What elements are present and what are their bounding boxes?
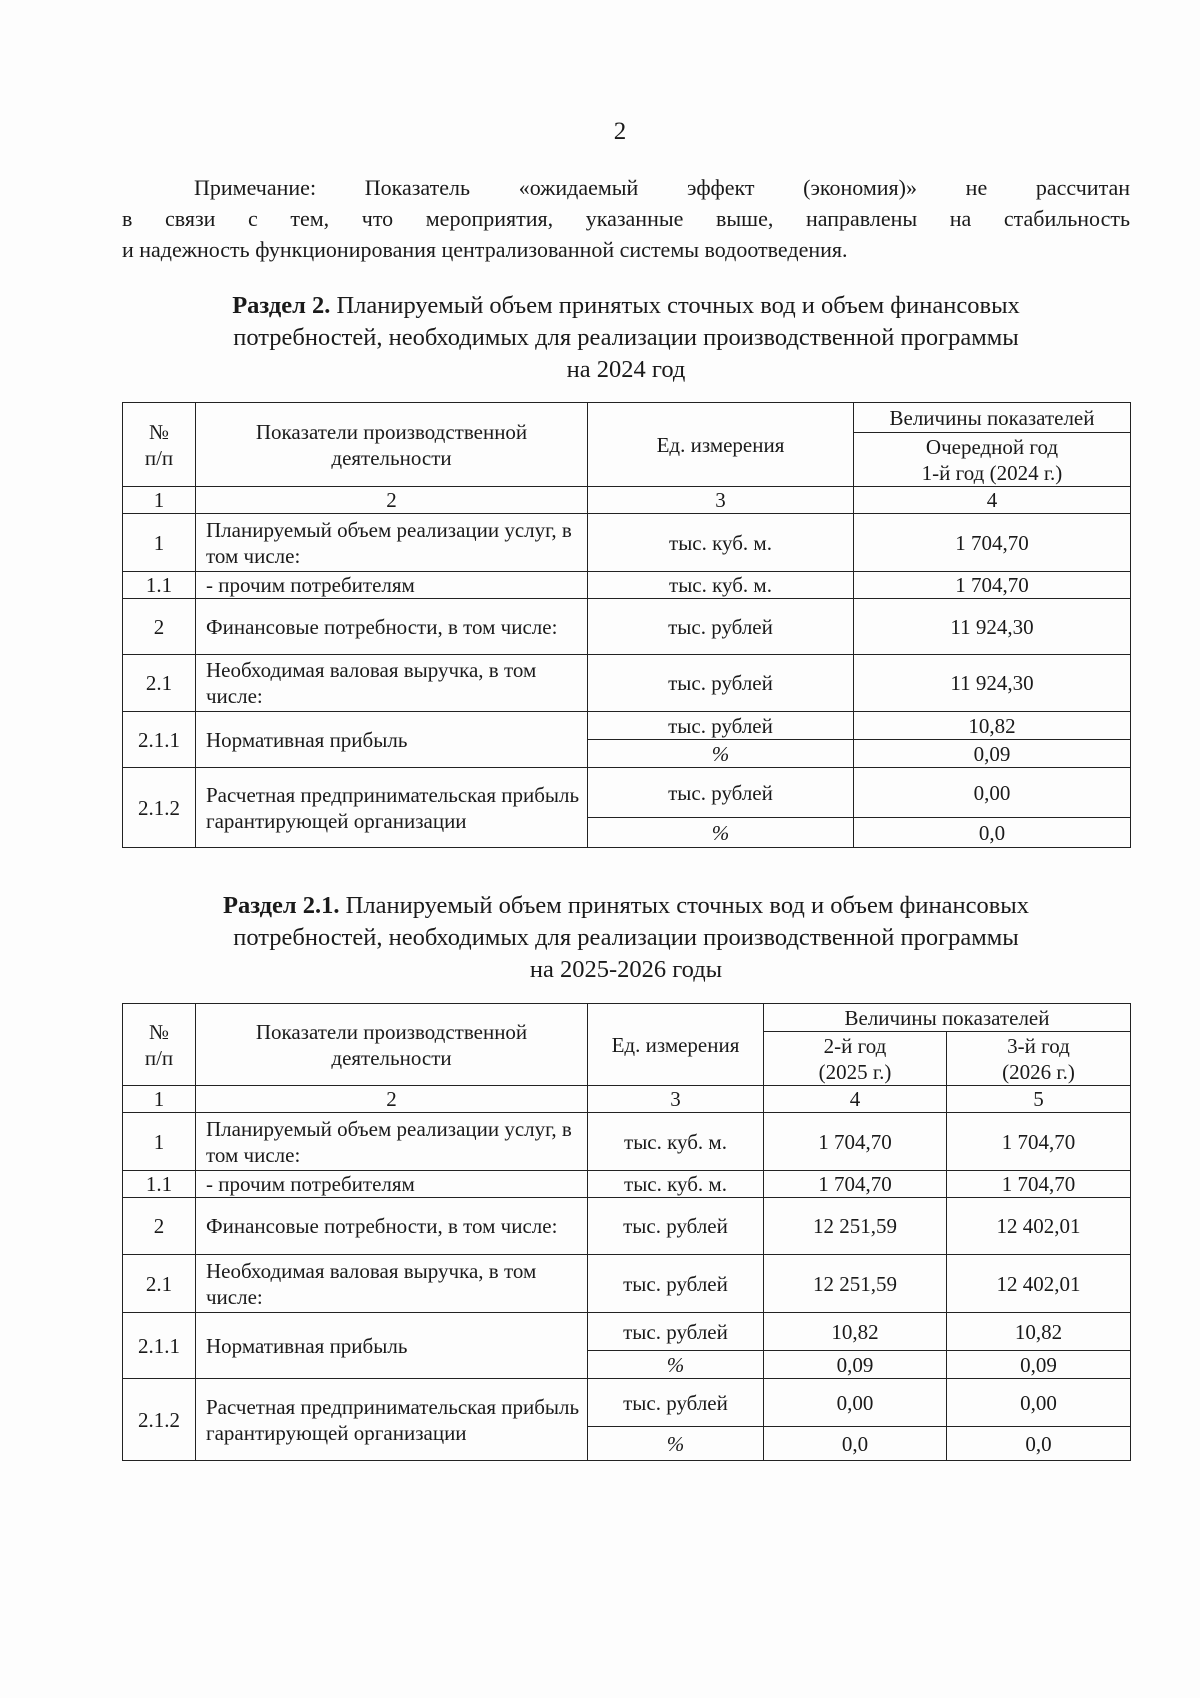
row-name: Расчетная предпринимательская прибыль гарантирующей организации bbox=[196, 768, 588, 848]
row-unit: тыс. рублей bbox=[588, 599, 854, 655]
table-row bbox=[123, 599, 1131, 655]
col-number-3: 3 bbox=[588, 1086, 764, 1113]
row-value-2024: 11 924,30 bbox=[854, 599, 1131, 655]
note-line-1: Примечание: Показатель «ожидаемый эффект (экономия)» не рассчитан bbox=[194, 175, 1130, 200]
header-year-2: 2-й год (2025 г.) bbox=[764, 1032, 947, 1086]
table-row bbox=[123, 1313, 1131, 1351]
col-number-4: 4 bbox=[854, 487, 1131, 514]
row-value-2026-percent: 0,09 bbox=[947, 1351, 1131, 1379]
row-unit: тыс. куб. м. bbox=[588, 572, 854, 599]
row-num: 2.1.1 bbox=[123, 712, 196, 768]
row-value-2025: 10,82 bbox=[764, 1313, 947, 1351]
row-name: Необходимая валовая выручка, в том числе: bbox=[196, 655, 588, 712]
row-num: 2.1 bbox=[123, 655, 196, 712]
row-num: 1.1 bbox=[123, 1171, 196, 1198]
row-num: 2.1.2 bbox=[123, 768, 196, 848]
row-value-2026: 12 402,01 bbox=[947, 1198, 1131, 1255]
section-2-label: Раздел 2. bbox=[232, 292, 331, 319]
row-value-2024: 10,82 bbox=[854, 712, 1131, 740]
section-2-1-table bbox=[122, 1003, 1131, 1461]
row-value-2024-percent: 0,09 bbox=[854, 740, 1131, 768]
row-value-2025: 12 251,59 bbox=[764, 1198, 947, 1255]
row-num: 1.1 bbox=[123, 572, 196, 599]
row-name: Нормативная прибыль bbox=[196, 1313, 588, 1379]
note-paragraph bbox=[122, 172, 1130, 265]
row-unit: тыс. рублей bbox=[588, 712, 854, 740]
col-number-5: 5 bbox=[947, 1086, 1131, 1113]
table-row bbox=[123, 514, 1131, 572]
col-number-3: 3 bbox=[588, 487, 854, 514]
section-2-title-line-3: на 2024 год bbox=[566, 356, 686, 383]
section-2-title-line-1: Планируемый объем принятых сточных вод и объем финансовых bbox=[330, 292, 1020, 319]
header-year-1: Очередной год 1-й год (2024 г.) bbox=[854, 433, 1131, 487]
row-unit: тыс. куб. м. bbox=[588, 1171, 764, 1198]
row-value-2025: 12 251,59 bbox=[764, 1255, 947, 1313]
page-number: 2 bbox=[613, 118, 627, 145]
row-value-2025: 1 704,70 bbox=[764, 1171, 947, 1198]
row-value-2026: 12 402,01 bbox=[947, 1255, 1131, 1313]
section-2-1-label: Раздел 2.1. bbox=[223, 892, 340, 919]
section-2-table bbox=[122, 402, 1131, 848]
header-indicator: Показатели производственной деятельности bbox=[196, 1004, 588, 1086]
row-value-2026: 1 704,70 bbox=[947, 1113, 1131, 1171]
row-unit-percent: % bbox=[588, 818, 854, 848]
row-name: Планируемый объем реализации услуг, в том числе: bbox=[196, 514, 588, 572]
table-row bbox=[123, 712, 1131, 740]
col-number-4: 4 bbox=[764, 1086, 947, 1113]
section-2-1-title bbox=[122, 890, 1130, 986]
row-num: 2.1 bbox=[123, 1255, 196, 1313]
table-row bbox=[123, 1379, 1131, 1427]
table-row bbox=[123, 1113, 1131, 1171]
header-values: Величины показателей bbox=[854, 403, 1131, 433]
note-line-2: в связи с тем, что мероприятия, указанные выше, направлены на стабильность bbox=[122, 206, 1130, 231]
table-row bbox=[123, 1255, 1131, 1313]
row-unit: тыс. рублей bbox=[588, 768, 854, 818]
header-unit: Ед. измерения bbox=[588, 403, 854, 487]
table-row bbox=[123, 1198, 1131, 1255]
table-row bbox=[123, 655, 1131, 712]
section-2-title-line-2: потребностей, необходимых для реализации производственной программы bbox=[233, 324, 1019, 351]
row-unit: тыс. рублей bbox=[588, 1379, 764, 1427]
row-unit: тыс. куб. м. bbox=[588, 1113, 764, 1171]
row-value-2024: 0,00 bbox=[854, 768, 1131, 818]
row-name: Нормативная прибыль bbox=[196, 712, 588, 768]
row-name: Расчетная предпринимательская прибыль гарантирующей организации bbox=[196, 1379, 588, 1461]
row-unit: тыс. рублей bbox=[588, 1255, 764, 1313]
row-unit: тыс. рублей bbox=[588, 1198, 764, 1255]
section-2-1-title-line-2: потребностей, необходимых для реализации производственной программы bbox=[233, 924, 1019, 951]
row-name: Финансовые потребности, в том числе: bbox=[196, 599, 588, 655]
header-unit: Ед. измерения bbox=[588, 1004, 764, 1086]
table-row bbox=[123, 572, 1131, 599]
col-number-2: 2 bbox=[196, 1086, 588, 1113]
row-num: 1 bbox=[123, 514, 196, 572]
header-values: Величины показателей bbox=[764, 1004, 1131, 1032]
section-2-title bbox=[122, 290, 1130, 386]
row-name: - прочим потребителям bbox=[196, 1171, 588, 1198]
row-num: 2.1.2 bbox=[123, 1379, 196, 1461]
row-unit: тыс. куб. м. bbox=[588, 514, 854, 572]
row-value-2024: 1 704,70 bbox=[854, 572, 1131, 599]
header-num: № п/п bbox=[123, 1004, 196, 1086]
row-name: Необходимая валовая выручка, в том числе: bbox=[196, 1255, 588, 1313]
row-value-2024: 1 704,70 bbox=[854, 514, 1131, 572]
section-2-1-title-line-1: Планируемый объем принятых сточных вод и объем финансовых bbox=[339, 892, 1029, 919]
header-num: № п/п bbox=[123, 403, 196, 487]
col-number-1: 1 bbox=[123, 1086, 196, 1113]
row-unit-percent: % bbox=[588, 1427, 764, 1461]
header-year-3: 3-й год (2026 г.) bbox=[947, 1032, 1131, 1086]
row-name: Финансовые потребности, в том числе: bbox=[196, 1198, 588, 1255]
row-num: 2 bbox=[123, 599, 196, 655]
row-num: 2.1.1 bbox=[123, 1313, 196, 1379]
note-line-3: и надежность функционирования централизованной системы водоотведения. bbox=[122, 237, 848, 262]
row-name: - прочим потребителям bbox=[196, 572, 588, 599]
table-row bbox=[123, 768, 1131, 818]
row-value-2025: 1 704,70 bbox=[764, 1113, 947, 1171]
row-unit: тыс. рублей bbox=[588, 655, 854, 712]
row-unit-percent: % bbox=[588, 1351, 764, 1379]
col-number-1: 1 bbox=[123, 487, 196, 514]
row-num: 1 bbox=[123, 1113, 196, 1171]
row-value-2024-percent: 0,0 bbox=[854, 818, 1131, 848]
header-indicator: Показатели производственной деятельности bbox=[196, 403, 588, 487]
row-num: 2 bbox=[123, 1198, 196, 1255]
row-unit: тыс. рублей bbox=[588, 1313, 764, 1351]
row-value-2025-percent: 0,09 bbox=[764, 1351, 947, 1379]
row-value-2024: 11 924,30 bbox=[854, 655, 1131, 712]
row-name: Планируемый объем реализации услуг, в том числе: bbox=[196, 1113, 588, 1171]
row-value-2026: 1 704,70 bbox=[947, 1171, 1131, 1198]
row-value-2026: 10,82 bbox=[947, 1313, 1131, 1351]
table-row bbox=[123, 1171, 1131, 1198]
section-2-1-title-line-3: на 2025-2026 годы bbox=[529, 956, 723, 983]
row-value-2025-percent: 0,0 bbox=[764, 1427, 947, 1461]
row-value-2026-percent: 0,0 bbox=[947, 1427, 1131, 1461]
row-unit-percent: % bbox=[588, 740, 854, 768]
row-value-2026: 0,00 bbox=[947, 1379, 1131, 1427]
row-value-2025: 0,00 bbox=[764, 1379, 947, 1427]
col-number-2: 2 bbox=[196, 487, 588, 514]
